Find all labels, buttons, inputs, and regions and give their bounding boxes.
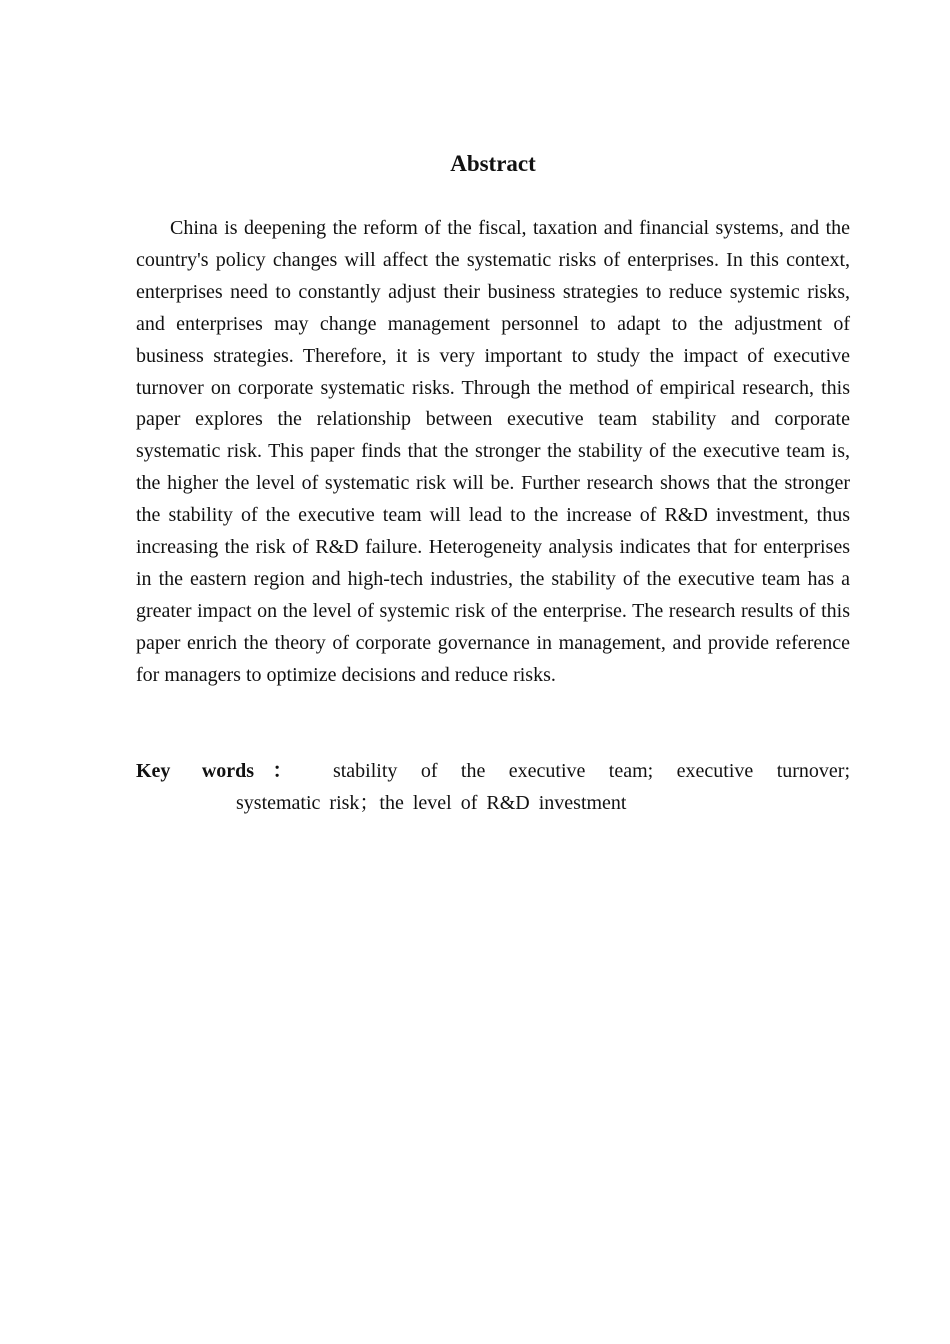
keywords-text-1: stability of the executive team; executive turnover;: [332, 760, 851, 782]
keywords-text-2: systematic risk；the level of R&D investment: [236, 791, 627, 814]
keywords-separator: ：: [254, 760, 311, 782]
abstract-body: China is deepening the reform of the fiscal, taxation and financial systems, and the country's policy changes will affect the systematic risks of enterprises. In this context, enterprises need to constantly adjust their business strategies to reduce systemic risks, and enterprises may change management personnel to adapt to the adjustment of business strategies. Therefore, it is very important to study the impact of executive turnover on corporate systematic risks. Through the method of empirical research, this paper explores the relationship between executive team stability and corporate systematic risk. This paper finds that the stronger the stability of the executive team is, the higher the level of systematic risk will be. Further research shows that the stronger the stability of the executive team will lead to the increase of R&D investment, thus increasing the risk of R&D failure. Heterogeneity analysis indicates that for enterprises in the eastern region and high-tech industries, the stability of the executive team has a greater impact on the level of systemic risk of the enterprise. The research results of this paper enrich the theory of corporate governance in management, and provide reference for managers to optimize decisions and reduce risks.: [136, 217, 850, 686]
keywords-block: [136, 756, 850, 820]
keywords-label: Key words: [136, 760, 255, 782]
abstract-title: Abstract: [450, 151, 536, 176]
keywords-line-1: [136, 756, 850, 788]
